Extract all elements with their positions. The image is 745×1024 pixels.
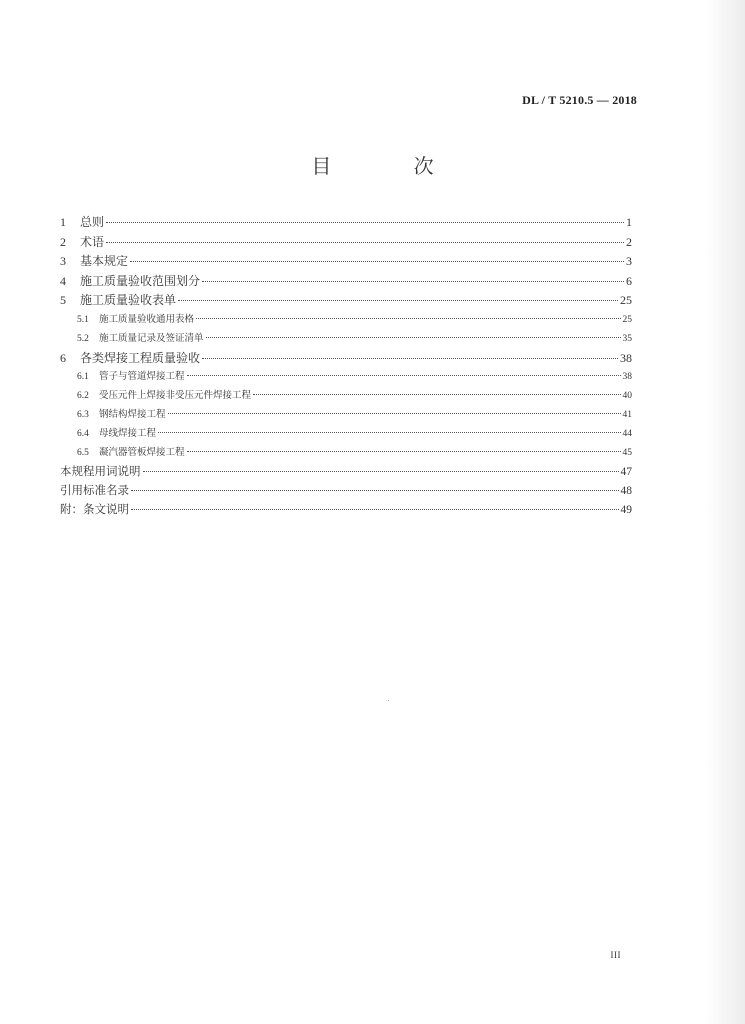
toc-entry-label: 基本规定	[80, 254, 129, 268]
toc-entry-page: 38	[620, 350, 632, 365]
toc-entry-label: 附：条文说明	[60, 502, 129, 516]
toc-entry-label: 受压元件上焊接非受压元件焊接工程	[99, 390, 252, 401]
table-of-contents	[60, 213, 632, 520]
toc-entry[interactable]	[60, 349, 632, 369]
toc-subentry[interactable]	[60, 311, 632, 330]
toc-entry-page: 6	[626, 273, 632, 288]
toc-subentry[interactable]	[60, 406, 632, 425]
toc-entry-label: 施工质量记录及签证清单	[99, 332, 204, 344]
toc-entry[interactable]	[60, 482, 632, 501]
toc-entry-page: 35	[622, 333, 632, 344]
toc-entry-page: 44	[622, 429, 632, 439]
toc-entry-number: 5.2	[77, 333, 89, 344]
toc-entry-page: 40	[622, 391, 632, 401]
toc-entry-label: 各类焊接工程质量验收	[80, 350, 201, 365]
toc-entry-label: 术语	[80, 234, 105, 249]
toc-leader-dots	[253, 394, 620, 395]
toc-entry[interactable]	[60, 272, 632, 292]
toc-entry-label: 本规程用词说明	[60, 464, 141, 478]
toc-leader-dots	[196, 318, 620, 319]
scan-speck	[388, 700, 389, 701]
toc-entry-page: 3	[626, 254, 632, 268]
toc-entry-number: 6	[60, 350, 66, 365]
toc-entry-number: 2	[60, 234, 66, 249]
toc-entry-label: 母线焊接工程	[99, 428, 157, 439]
toc-entry[interactable]	[60, 252, 632, 272]
toc-subentry[interactable]	[60, 425, 632, 444]
toc-entry-label: 引用标准名录	[60, 483, 129, 497]
toc-leader-dots	[202, 358, 618, 359]
toc-leader-dots	[187, 451, 621, 452]
toc-entry-number: 4	[60, 273, 66, 288]
toc-entry-page: 38	[622, 372, 632, 382]
toc-subentry[interactable]	[60, 444, 632, 463]
toc-entry-number: 5.1	[77, 314, 89, 325]
toc-entry-number: 5	[60, 293, 66, 307]
toc-entry-label: 施工质量验收通用表格	[99, 313, 195, 325]
toc-entry-number: 3	[60, 254, 66, 268]
toc-subentry[interactable]	[60, 368, 632, 387]
standard-code: DL / T 5210.5 — 2018	[522, 93, 637, 107]
toc-entry-label: 施工质量验收表单	[80, 293, 177, 307]
toc-leader-dots	[131, 490, 619, 491]
toc-entry[interactable]	[60, 213, 632, 233]
toc-entry[interactable]	[60, 501, 632, 520]
toc-subentry[interactable]	[60, 387, 632, 406]
toc-subentry[interactable]	[60, 330, 632, 349]
toc-leader-dots	[130, 261, 624, 262]
toc-entry-number: 6.4	[77, 429, 89, 439]
toc-entry[interactable]	[60, 233, 632, 253]
toc-leader-dots	[106, 222, 624, 223]
toc-leader-dots	[158, 432, 620, 433]
page-title: 目 次	[311, 154, 472, 178]
toc-entry-page: 2	[626, 234, 632, 249]
toc-entry-page: 49	[620, 504, 632, 516]
toc-entry-page: 45	[622, 448, 632, 458]
toc-leader-dots	[131, 509, 619, 510]
toc-entry-label: 总则	[80, 215, 105, 229]
toc-entry-number: 6.1	[77, 372, 89, 382]
toc-leader-dots	[143, 471, 619, 472]
toc-leader-dots	[168, 413, 621, 414]
toc-leader-dots	[206, 337, 621, 338]
toc-entry-label: 施工质量验收范围划分	[80, 273, 201, 288]
toc-entry-page: 25	[622, 314, 632, 325]
toc-entry-number: 6.5	[77, 448, 89, 458]
toc-leader-dots	[202, 281, 624, 282]
toc-entry-page: 1	[626, 215, 632, 229]
toc-entry-label: 凝汽器管板焊接工程	[99, 447, 185, 458]
toc-entry-number: 6.2	[77, 391, 89, 401]
toc-entry[interactable]	[60, 291, 632, 311]
toc-leader-dots	[187, 375, 621, 376]
toc-leader-dots	[178, 300, 618, 301]
toc-entry-page: 41	[622, 410, 632, 420]
toc-entry-page: 47	[620, 466, 632, 478]
toc-entry-label: 管子与管道焊接工程	[99, 371, 185, 382]
page-number: III	[610, 950, 621, 960]
toc-entry-number: 1	[60, 215, 66, 229]
toc-leader-dots	[106, 242, 624, 243]
toc-entry-page: 25	[620, 293, 632, 307]
toc-entry[interactable]	[60, 463, 632, 482]
toc-entry-number: 6.3	[77, 410, 89, 420]
toc-entry-label: 钢结构焊接工程	[99, 409, 166, 420]
toc-entry-page: 48	[620, 485, 632, 497]
